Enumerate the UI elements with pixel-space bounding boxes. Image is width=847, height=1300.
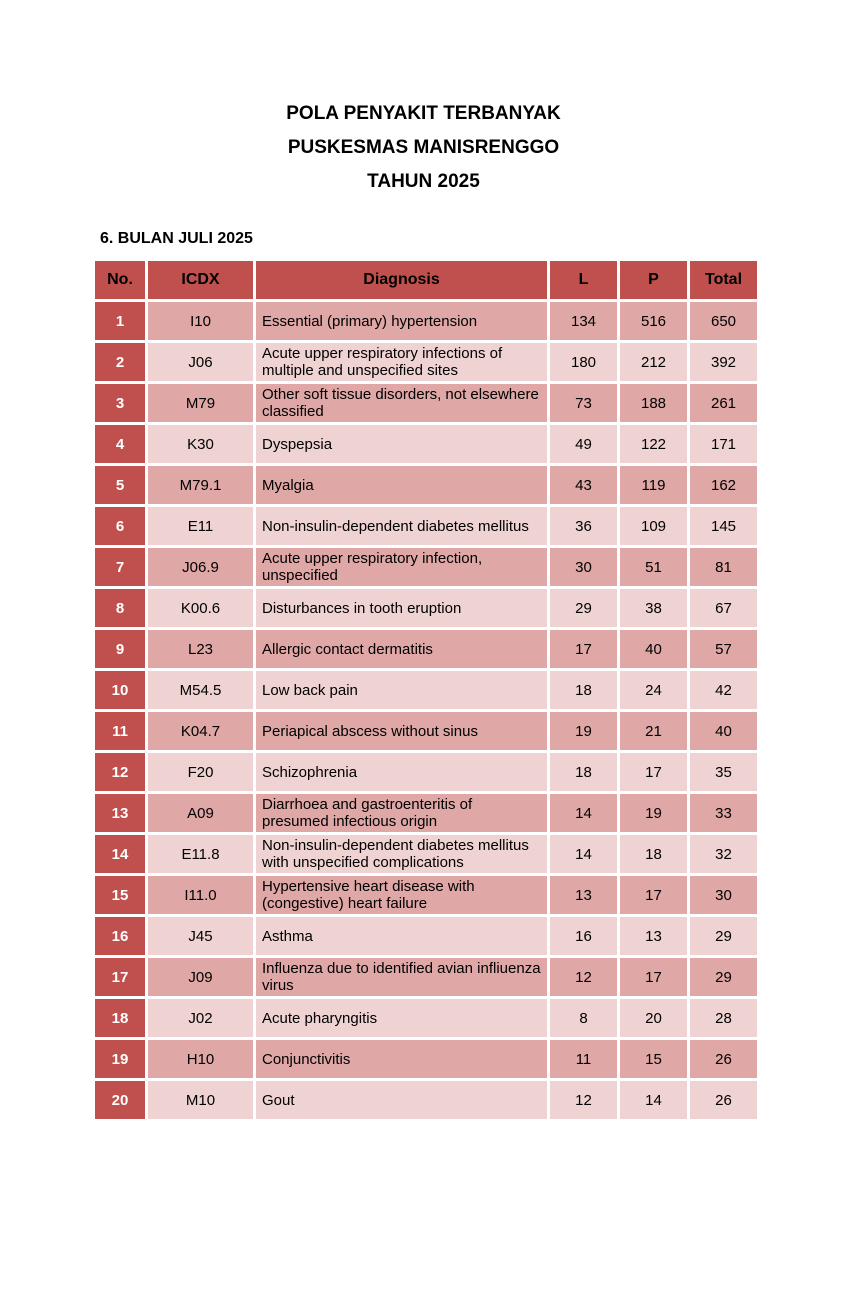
table-row [95, 999, 757, 1037]
female-count-cell: 15 [620, 1040, 687, 1078]
female-count-cell: 188 [620, 384, 687, 422]
header-total: Total [690, 261, 757, 299]
table-row [95, 466, 757, 504]
row-number: 6 [95, 507, 145, 545]
male-count-cell: 12 [550, 958, 617, 996]
icdx-cell: K04.7 [148, 712, 253, 750]
row-number: 9 [95, 630, 145, 668]
title-line-3: TAHUN 2025 [367, 171, 480, 192]
diagnosis-cell: Periapical abscess without sinus [256, 712, 547, 750]
male-count-cell: 14 [550, 835, 617, 873]
document-title [0, 97, 847, 199]
total-cell: 40 [690, 712, 757, 750]
female-count-cell: 109 [620, 507, 687, 545]
icdx-cell: M79 [148, 384, 253, 422]
female-count-cell: 24 [620, 671, 687, 709]
male-count-cell: 18 [550, 753, 617, 791]
total-cell: 650 [690, 302, 757, 340]
total-cell: 67 [690, 589, 757, 627]
table-row [95, 671, 757, 709]
female-count-cell: 14 [620, 1081, 687, 1119]
icdx-cell: I11.0 [148, 876, 253, 914]
diagnosis-cell: Allergic contact dermatitis [256, 630, 547, 668]
total-cell: 57 [690, 630, 757, 668]
title-line-2: PUSKESMAS MANISRENGGO [287, 137, 560, 158]
diagnosis-cell: Myalgia [256, 466, 547, 504]
total-cell: 392 [690, 343, 757, 381]
diagnosis-cell: Schizophrenia [256, 753, 547, 791]
diagnosis-cell: Non-insulin-dependent diabetes mellitus [256, 507, 547, 545]
row-number: 12 [95, 753, 145, 791]
total-cell: 42 [690, 671, 757, 709]
diagnosis-cell: Acute upper respiratory infections of multiple and unspecified sites [256, 343, 547, 381]
diagnosis-cell: Influenza due to identified avian infliuenza virus [256, 958, 547, 996]
table-row [95, 876, 757, 914]
total-cell: 145 [690, 507, 757, 545]
icdx-cell: K00.6 [148, 589, 253, 627]
male-count-cell: 17 [550, 630, 617, 668]
table-row [95, 507, 757, 545]
male-count-cell: 49 [550, 425, 617, 463]
female-count-cell: 17 [620, 753, 687, 791]
total-cell: 162 [690, 466, 757, 504]
diagnosis-cell: Hypertensive heart disease with (congestive) heart failure [256, 876, 547, 914]
total-cell: 29 [690, 958, 757, 996]
row-number: 10 [95, 671, 145, 709]
diagnosis-cell: Gout [256, 1081, 547, 1119]
total-cell: 32 [690, 835, 757, 873]
row-number: 14 [95, 835, 145, 873]
diagnosis-cell: Low back pain [256, 671, 547, 709]
male-count-cell: 134 [550, 302, 617, 340]
row-number: 2 [95, 343, 145, 381]
diagnosis-cell: Acute upper respiratory infection, unspecified [256, 548, 547, 586]
row-number: 7 [95, 548, 145, 586]
row-number: 17 [95, 958, 145, 996]
female-count-cell: 38 [620, 589, 687, 627]
row-number: 3 [95, 384, 145, 422]
row-number: 11 [95, 712, 145, 750]
male-count-cell: 16 [550, 917, 617, 955]
female-count-cell: 212 [620, 343, 687, 381]
male-count-cell: 14 [550, 794, 617, 832]
icdx-cell: F20 [148, 753, 253, 791]
icdx-cell: M54.5 [148, 671, 253, 709]
table-row [95, 917, 757, 955]
icdx-cell: M79.1 [148, 466, 253, 504]
table-row [95, 794, 757, 832]
male-count-cell: 73 [550, 384, 617, 422]
table-row [95, 384, 757, 422]
total-cell: 28 [690, 999, 757, 1037]
icdx-cell: J02 [148, 999, 253, 1037]
diagnosis-cell: Conjunctivitis [256, 1040, 547, 1078]
row-number: 13 [95, 794, 145, 832]
diagnosis-cell: Asthma [256, 917, 547, 955]
total-cell: 261 [690, 384, 757, 422]
table-row [95, 712, 757, 750]
table-row [95, 343, 757, 381]
total-cell: 171 [690, 425, 757, 463]
total-cell: 29 [690, 917, 757, 955]
total-cell: 26 [690, 1081, 757, 1119]
row-number: 1 [95, 302, 145, 340]
total-cell: 26 [690, 1040, 757, 1078]
table-row [95, 1081, 757, 1119]
female-count-cell: 51 [620, 548, 687, 586]
icdx-cell: J06 [148, 343, 253, 381]
row-number: 20 [95, 1081, 145, 1119]
total-cell: 33 [690, 794, 757, 832]
table-row [95, 425, 757, 463]
table-row [95, 589, 757, 627]
icdx-cell: E11.8 [148, 835, 253, 873]
total-cell: 81 [690, 548, 757, 586]
header-diagnosis: Diagnosis [256, 261, 547, 299]
row-number: 5 [95, 466, 145, 504]
male-count-cell: 36 [550, 507, 617, 545]
row-number: 4 [95, 425, 145, 463]
table-row [95, 630, 757, 668]
female-count-cell: 516 [620, 302, 687, 340]
disease-table [92, 258, 760, 1122]
title-line-1: POLA PENYAKIT TERBANYAK [286, 103, 561, 124]
diagnosis-cell: Diarrhoea and gastroenteritis of presumed infectious origin [256, 794, 547, 832]
female-count-cell: 19 [620, 794, 687, 832]
male-count-cell: 13 [550, 876, 617, 914]
diagnosis-cell: Acute pharyngitis [256, 999, 547, 1037]
male-count-cell: 12 [550, 1081, 617, 1119]
male-count-cell: 11 [550, 1040, 617, 1078]
row-number: 19 [95, 1040, 145, 1078]
diagnosis-cell: Essential (primary) hypertension [256, 302, 547, 340]
icdx-cell: K30 [148, 425, 253, 463]
female-count-cell: 18 [620, 835, 687, 873]
male-count-cell: 29 [550, 589, 617, 627]
icdx-cell: M10 [148, 1081, 253, 1119]
table-row [95, 958, 757, 996]
female-count-cell: 17 [620, 876, 687, 914]
table-header-row [95, 261, 757, 299]
row-number: 8 [95, 589, 145, 627]
table-row [95, 1040, 757, 1078]
female-count-cell: 40 [620, 630, 687, 668]
male-count-cell: 30 [550, 548, 617, 586]
row-number: 16 [95, 917, 145, 955]
diagnosis-cell: Disturbances in tooth eruption [256, 589, 547, 627]
male-count-cell: 18 [550, 671, 617, 709]
diagnosis-cell: Other soft tissue disorders, not elsewhere classified [256, 384, 547, 422]
table-row [95, 753, 757, 791]
female-count-cell: 119 [620, 466, 687, 504]
icdx-cell: J09 [148, 958, 253, 996]
icdx-cell: I10 [148, 302, 253, 340]
row-number: 15 [95, 876, 145, 914]
header-p: P [620, 261, 687, 299]
female-count-cell: 20 [620, 999, 687, 1037]
female-count-cell: 17 [620, 958, 687, 996]
diagnosis-cell: Dyspepsia [256, 425, 547, 463]
male-count-cell: 180 [550, 343, 617, 381]
icdx-cell: A09 [148, 794, 253, 832]
icdx-cell: E11 [148, 507, 253, 545]
female-count-cell: 21 [620, 712, 687, 750]
icdx-cell: J06.9 [148, 548, 253, 586]
male-count-cell: 19 [550, 712, 617, 750]
male-count-cell: 8 [550, 999, 617, 1037]
header-no: No. [95, 261, 145, 299]
icdx-cell: J45 [148, 917, 253, 955]
diagnosis-cell: Non-insulin-dependent diabetes mellitus with unspecified complications [256, 835, 547, 873]
header-icdx: ICDX [148, 261, 253, 299]
total-cell: 30 [690, 876, 757, 914]
female-count-cell: 122 [620, 425, 687, 463]
table-row [95, 548, 757, 586]
table-body [95, 302, 757, 1119]
section-subtitle: 6. BULAN JULI 2025 [100, 230, 253, 247]
table-row [95, 302, 757, 340]
header-l: L [550, 261, 617, 299]
icdx-cell: L23 [148, 630, 253, 668]
table-row [95, 835, 757, 873]
icdx-cell: H10 [148, 1040, 253, 1078]
total-cell: 35 [690, 753, 757, 791]
row-number: 18 [95, 999, 145, 1037]
male-count-cell: 43 [550, 466, 617, 504]
female-count-cell: 13 [620, 917, 687, 955]
